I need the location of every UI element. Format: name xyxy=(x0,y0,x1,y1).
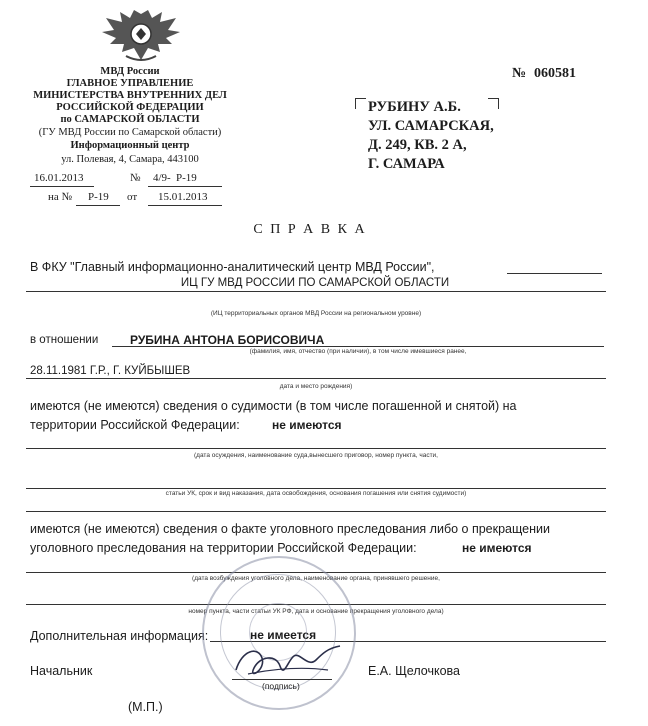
recipient-line-2: УЛ. САМАРСКАЯ, xyxy=(368,118,494,134)
prosecution-line-2: уголовного преследования на территории Российской Федерации: xyxy=(30,541,417,555)
reference-date: 15.01.2013 xyxy=(158,191,208,203)
recipient-line-4: Г. САМАРА xyxy=(368,156,445,172)
org-short-name: (ГУ МВД России по Самарской области) xyxy=(38,127,222,138)
org-line-2: ГЛАВНОЕ УПРАВЛЕНИЕ xyxy=(66,78,194,89)
conviction-line-2: территории Российской Федерации: xyxy=(30,418,240,432)
prosecution-caption-1: (дата возбуждения уголовного дела, наименование органа, принявшего решение, xyxy=(192,575,440,582)
signature-caption: (подпись) xyxy=(262,681,300,691)
org-line-5: по САМАРСКОЙ ОБЛАСТИ xyxy=(60,114,200,125)
person-birth: 28.11.1981 Г.Р., Г. КУЙБЫШЕВ xyxy=(30,365,191,377)
number-label: № xyxy=(130,172,141,184)
conviction-caption-2: статьи УК, срок и вид наказания, дата освобождения, основания погашения или снятия судимости) xyxy=(165,490,467,497)
person-name-caption: (фамилия, имя, отчество (при наличии), в том числе имевшиеся ранее, xyxy=(249,348,467,355)
document-title: С П Р А В К А xyxy=(253,222,367,237)
doc-number-label: № xyxy=(512,66,527,81)
org-line-1: МВД России xyxy=(100,66,160,77)
doc-number: 060581 xyxy=(534,66,576,81)
person-birth-caption: дата и место рождения) xyxy=(279,383,353,390)
recipient-line-3: Д. 249, КВ. 2 А, xyxy=(368,137,467,153)
org-address: ул. Полевая, 4, Самара, 443100 xyxy=(61,154,199,165)
outgoing-date: 16.01.2013 xyxy=(34,172,84,184)
signatory-name: Е.А. Щелочкова xyxy=(368,664,460,678)
recipient-line-1: РУБИНУ А.Б. xyxy=(368,99,461,115)
conviction-value: не имеются xyxy=(272,418,342,432)
department: Информационный центр xyxy=(70,140,190,151)
prosecution-line-1: имеются (не имеются) сведения о факте уголовного преследования либо о прекращении xyxy=(30,522,550,536)
fku-ic-name: ИЦ ГУ МВД РОССИИ ПО САМАРСКОЙ ОБЛАСТИ xyxy=(180,277,450,289)
person-name: РУБИНА АНТОНА БОРИСОВИЧА xyxy=(130,333,325,347)
reference-from: от xyxy=(127,191,138,203)
recipient-bracket xyxy=(355,98,366,109)
org-line-4: РОССИЙСКОЙ ФЕДЕРАЦИИ xyxy=(56,102,204,113)
fku-text: В ФКУ "Главный информационно-аналитический центр МВД России", xyxy=(30,260,435,274)
conviction-line-1: имеются (не имеются) сведения о судимости (в том числе погашенной и снятой) на xyxy=(30,399,517,413)
outgoing-number: 4/9- xyxy=(153,172,171,184)
mvd-emblem xyxy=(100,8,182,64)
outgoing-number-code: Р-19 xyxy=(176,172,197,184)
person-label: в отношении xyxy=(30,334,99,346)
recipient-bracket-right xyxy=(488,98,499,109)
org-line-3: МИНИСТЕРСТВА ВНУТРЕННИХ ДЕЛ xyxy=(33,90,227,101)
prosecution-value: не имеются xyxy=(462,541,532,555)
reference-prefix: на № xyxy=(48,191,73,203)
additional-label: Дополнительная информация: xyxy=(30,629,209,643)
signatory-role: Начальник xyxy=(30,664,93,678)
additional-value: не имеется xyxy=(250,628,317,642)
reference-number: Р-19 xyxy=(88,191,109,203)
conviction-caption-1: (дата осуждения, наименование суда,вынесшего приговор, номер пункта, части, xyxy=(194,452,438,459)
fku-caption: (ИЦ территориальных органов МВД России на региональном уровне) xyxy=(210,310,422,317)
seal-place: (М.П.) xyxy=(128,700,163,714)
prosecution-caption-2: номер пункта, части статьи УК РФ, дата и основание прекращения уголовного дела) xyxy=(188,608,444,615)
